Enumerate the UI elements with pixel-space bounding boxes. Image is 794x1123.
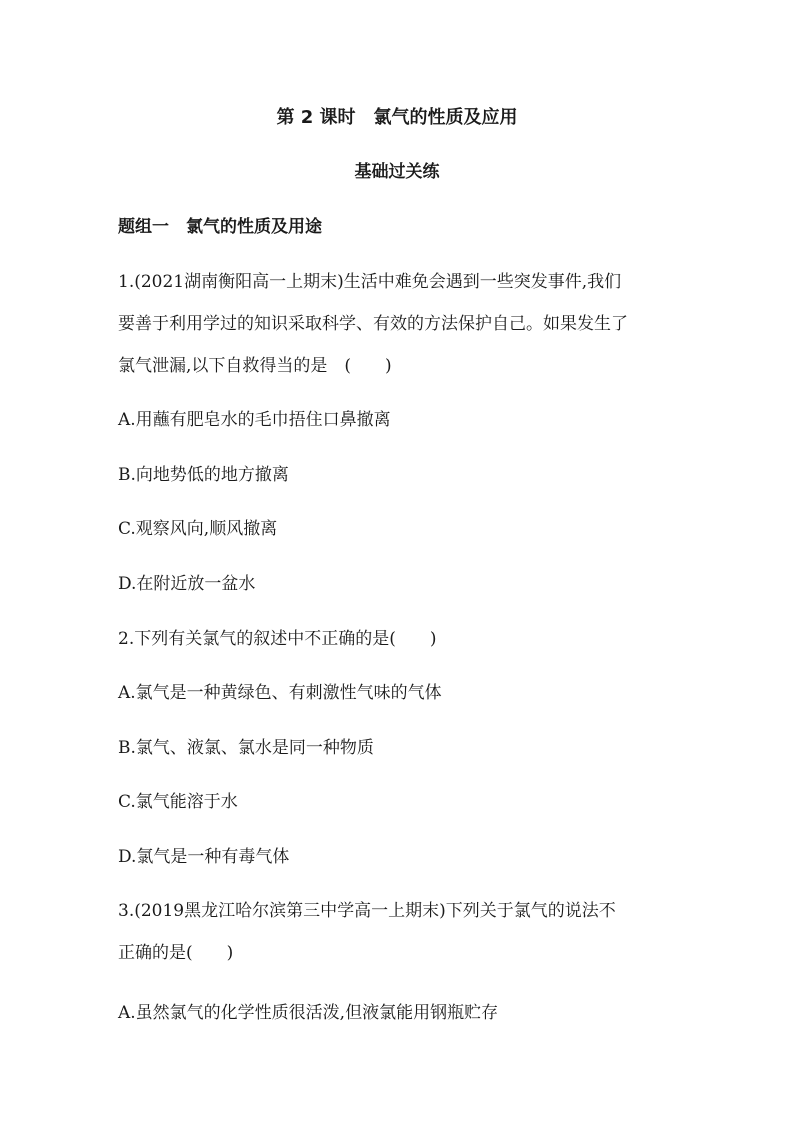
question-1-line-2: 要善于利用学过的知识采取科学、有效的方法保护自己。如果发生了 xyxy=(118,314,628,334)
question-1-line-1: 1.(2021湖南衡阳高一上期末)生活中难免会遇到一些突发事件,我们 xyxy=(118,272,622,292)
question-1-line-3: 氯气泄漏,以下自救得当的是 ( ) xyxy=(118,356,392,376)
question-3-line-1: 3.(2019黑龙江哈尔滨第三中学高一上期末)下列关于氯气的说法不 xyxy=(118,901,616,921)
question-2-line-1: 2.下列有关氯气的叙述中不正确的是( ) xyxy=(118,629,437,649)
question-2-option-d: D.氯气是一种有毒气体 xyxy=(118,847,290,867)
section-heading: 题组一 氯气的性质及用途 xyxy=(118,217,322,237)
question-3-line-2: 正确的是( ) xyxy=(118,943,234,963)
page-title: 第 2 课时 氯气的性质及应用 xyxy=(276,107,518,128)
question-2-option-a: A.氯气是一种黄绿色、有刺激性气味的气体 xyxy=(118,683,442,703)
page-subtitle: 基础过关练 xyxy=(354,162,440,182)
question-1-option-d: D.在附近放一盆水 xyxy=(118,574,256,594)
question-1-option-c: C.观察风向,顺风撤离 xyxy=(118,519,278,539)
question-2-option-c: C.氯气能溶于水 xyxy=(118,792,238,812)
question-3-option-a: A.虽然氯气的化学性质很活泼,但液氯能用钢瓶贮存 xyxy=(118,1003,499,1023)
question-2-option-b: B.氯气、液氯、氯水是同一种物质 xyxy=(118,738,374,758)
question-1-option-a: A.用蘸有肥皂水的毛巾捂住口鼻撤离 xyxy=(118,410,391,430)
question-1-option-b: B.向地势低的地方撤离 xyxy=(118,465,289,485)
